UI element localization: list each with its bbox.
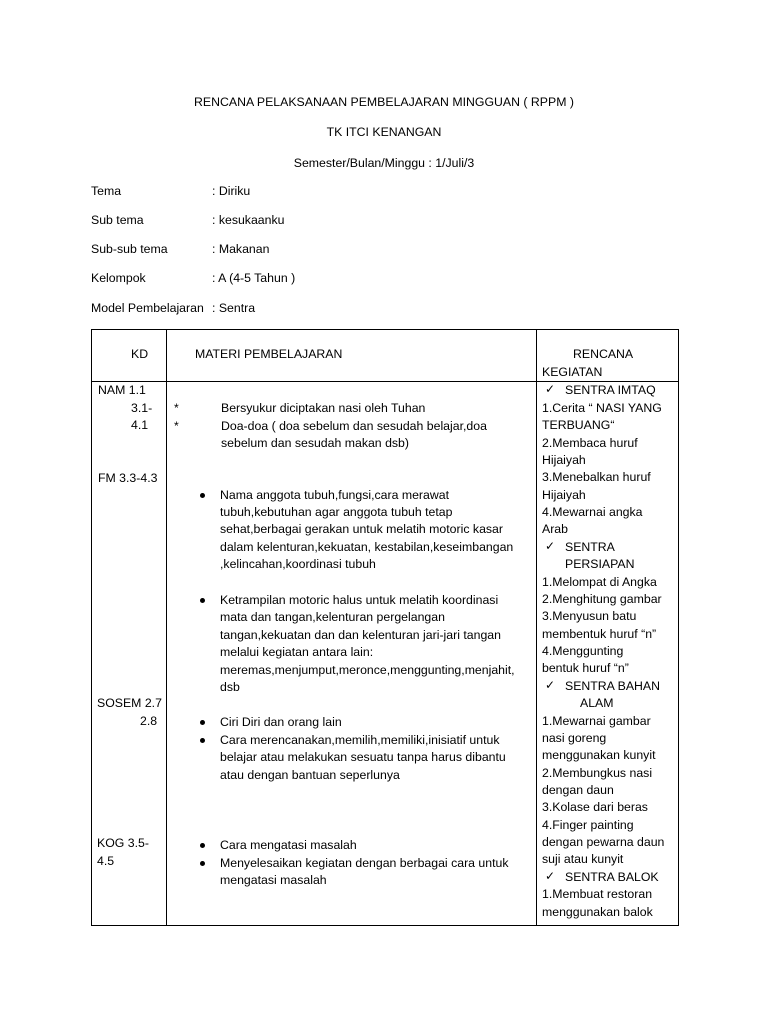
kd-fm: FM 3.3-4.3 [98, 471, 158, 485]
materi-line: meremas,menjumput,meronce,menggunting,menjahit, [220, 663, 515, 677]
materi-line: Doa-doa ( doa sebelum dan sesudah belajar,doa [221, 419, 487, 433]
kegiatan-line: 3.Menebalkan huruf [542, 470, 651, 484]
kegiatan-line: dengan daun [542, 783, 614, 797]
header-materi: MATERI PEMBELAJARAN [195, 347, 343, 361]
kegiatan-line: 1.Cerita “ NASI YANG [542, 401, 662, 415]
materi-line: Nama anggota tubuh,fungsi,cara merawat [220, 488, 449, 502]
kd-kog: KOG 3.5- [97, 836, 149, 850]
kegiatan-line: suji atau kunyit [542, 852, 624, 866]
materi-line: melalui kegiatan antara lain: [220, 645, 374, 659]
materi-line: belajar atau melakukan sesuatu tanpa harus dibantu [220, 750, 506, 764]
sentra-bahan-alam-cont: ALAM [580, 696, 614, 710]
kegiatan-line: nasi goreng [542, 731, 607, 745]
materi-line: Cara mengatasi masalah [220, 838, 357, 852]
bullet-icon [200, 861, 205, 866]
kegiatan-line: 4.Finger painting [542, 818, 634, 832]
kegiatan-line: menggunakan kunyit [542, 748, 656, 762]
materi-line: tubuh,kebutuhan agar anggota tubuh tetap [220, 505, 453, 519]
kegiatan-line: 1.Mewarnai gambar [542, 714, 651, 728]
semester-line: Semester/Bulan/Minggu : 1/Juli/3 [293, 156, 475, 170]
kd-sosem: SOSEM 2.7 [97, 696, 162, 710]
materi-line: mata dan tangan,kelenturan pergelangan [220, 610, 445, 624]
meta-label-subtema: Sub tema [91, 213, 144, 227]
kegiatan-line: bentuk huruf “n” [542, 661, 629, 675]
header-kegiatan: KEGIATAN [542, 365, 603, 379]
materi-line: ,kelincahan,koordinasi tubuh [220, 557, 376, 571]
document-title: RENCANA PELAKSANAAN PEMBELAJARAN MINGGUAN ( RPPM ) [194, 95, 574, 109]
materi-line: dalam kelenturan,kekuatan, kestabilan,keseimbangan [220, 540, 514, 554]
sentra-bahan-alam: SENTRA BAHAN [565, 679, 660, 693]
kegiatan-line: menggunakan balok [542, 905, 653, 919]
kegiatan-line: 2.Menghitung gambar [542, 592, 662, 606]
kegiatan-line: dengan pewarna daun [542, 835, 665, 849]
materi-line: sehat,berbagai gerakan untuk melatih motoric kasar [220, 522, 503, 536]
meta-label-tema: Tema [91, 184, 122, 198]
materi-line: mengatasi masalah [220, 873, 327, 887]
kegiatan-line: 3.Menyusun batu [542, 609, 637, 623]
kegiatan-line: 2.Membungkus nasi [542, 766, 653, 780]
materi-line: sebelum dan sesudah makan dsb) [221, 436, 409, 450]
bullet-icon [200, 738, 205, 743]
sentra-persiapan: SENTRA [565, 540, 615, 554]
kd-nam-cont: 3.1- [131, 401, 153, 415]
kegiatan-line: 3.Kolase dari beras [542, 800, 648, 814]
materi-line: Ciri Diri dan orang lain [220, 715, 342, 729]
kegiatan-line: Hijaiyah [542, 488, 586, 502]
check-icon: ✓ [545, 869, 556, 883]
table-border-top [91, 329, 679, 330]
check-icon: ✓ [545, 382, 556, 396]
sentra-persiapan-cont: PERSIAPAN [565, 557, 635, 571]
header-kd: KD [131, 347, 149, 361]
check-icon: ✓ [545, 678, 556, 692]
kegiatan-line: 2.Membaca huruf [542, 436, 638, 450]
meta-label-subsubtema: Sub-sub tema [91, 242, 168, 256]
kd-nam-cont: 4.1 [131, 418, 149, 432]
materi-line: tangan,kekuatan dan dan kelenturan jari-jari tangan [220, 628, 501, 642]
materi-line: Menyelesaikan kegiatan dengan berbagai cara untuk [220, 856, 509, 870]
kegiatan-line: 4.Mewarnai angka [542, 505, 643, 519]
table-border-left [91, 329, 92, 926]
kegiatan-line: membentuk huruf “n” [542, 627, 657, 641]
meta-label-model: Model Pembelajaran [91, 301, 204, 315]
bullet-icon [200, 720, 205, 725]
table-col-divider-1 [166, 329, 167, 926]
bullet-icon [200, 598, 205, 603]
school-name: TK ITCI KENANGAN [326, 125, 442, 139]
kd-kog-cont: 4.5 [97, 854, 115, 868]
meta-value-tema: : Diriku [212, 184, 251, 198]
materi-line: Ketrampilan motoric halus untuk melatih koordinasi [220, 593, 499, 607]
bullet-icon [200, 843, 205, 848]
materi-line: Cara merencanakan,memilih,memiliki,inisiatif untuk [220, 733, 500, 747]
star-marker: * [174, 419, 179, 433]
table-col-divider-2 [536, 329, 537, 926]
meta-value-subsubtema: : Makanan [212, 242, 270, 256]
kd-nam: NAM 1.1 [98, 383, 146, 397]
meta-value-model: : Sentra [212, 301, 256, 315]
table-border-right [678, 329, 679, 926]
materi-line: dsb [220, 680, 240, 694]
kegiatan-line: Arab [542, 522, 568, 536]
check-icon: ✓ [545, 539, 556, 553]
kegiatan-line: TERBUANG“ [542, 418, 615, 432]
kegiatan-line: 4.Menggunting [542, 644, 624, 658]
star-marker: * [174, 401, 179, 415]
meta-label-kelompok: Kelompok [91, 271, 146, 285]
sentra-imtaq: SENTRA IMTAQ [565, 383, 656, 397]
bullet-icon [200, 493, 205, 498]
meta-value-subtema: : kesukaanku [212, 213, 285, 227]
kegiatan-line: 1.Membuat restoran [542, 887, 653, 901]
kegiatan-line: Hijaiyah [542, 453, 586, 467]
header-rencana: RENCANA [573, 347, 634, 361]
materi-line: atau dengan bantuan seperlunya [220, 768, 400, 782]
materi-line: Bersyukur diciptakan nasi oleh Tuhan [221, 401, 426, 415]
sentra-balok: SENTRA BALOK [565, 870, 659, 884]
meta-value-kelompok: : A (4-5 Tahun ) [212, 271, 296, 285]
kd-sosem-cont: 2.8 [140, 714, 158, 728]
table-border-bottom [91, 925, 679, 926]
kegiatan-line: 1.Melompat di Angka [542, 575, 657, 589]
